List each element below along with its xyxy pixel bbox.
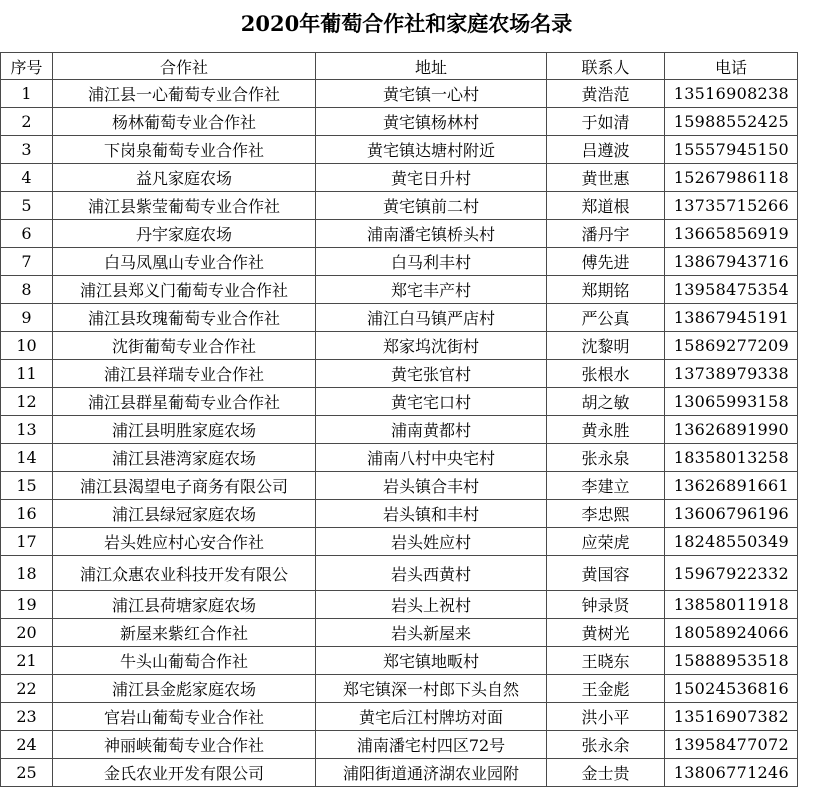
header-row bbox=[1, 53, 798, 80]
cooperative-name: 益凡家庭农场 bbox=[53, 164, 316, 192]
phone-number: 13958475354 bbox=[665, 276, 798, 304]
phone-number: 13626891990 bbox=[665, 416, 798, 444]
contact-person: 黄国容 bbox=[547, 556, 665, 591]
contact-person: 应荣虎 bbox=[547, 528, 665, 556]
address: 浦南八村中央宅村 bbox=[316, 444, 547, 472]
address: 岩头镇合丰村 bbox=[316, 472, 547, 500]
row-index: 21 bbox=[1, 647, 53, 675]
cooperative-name: 下岗泉葡萄专业合作社 bbox=[53, 136, 316, 164]
cooperative-name: 金氏农业开发有限公司 bbox=[53, 759, 316, 787]
row-index: 24 bbox=[1, 731, 53, 759]
contact-person: 王金彪 bbox=[547, 675, 665, 703]
row-index: 22 bbox=[1, 675, 53, 703]
address: 浦阳街道通济湖农业园附 bbox=[316, 759, 547, 787]
row-index: 4 bbox=[1, 164, 53, 192]
phone-number: 13516908238 bbox=[665, 80, 798, 108]
address: 浦南潘宅镇桥头村 bbox=[316, 220, 547, 248]
header-index: 序号 bbox=[1, 53, 53, 80]
phone-number: 13065993158 bbox=[665, 388, 798, 416]
row-index: 20 bbox=[1, 619, 53, 647]
phone-number: 15557945150 bbox=[665, 136, 798, 164]
phone-number: 15967922332 bbox=[665, 556, 798, 591]
contact-person: 洪小平 bbox=[547, 703, 665, 731]
cooperative-name: 杨林葡萄专业合作社 bbox=[53, 108, 316, 136]
row-index: 11 bbox=[1, 360, 53, 388]
cooperative-name: 浦江县港湾家庭农场 bbox=[53, 444, 316, 472]
table-row bbox=[1, 472, 798, 500]
table-row bbox=[1, 388, 798, 416]
row-index: 9 bbox=[1, 304, 53, 332]
phone-number: 13867943716 bbox=[665, 248, 798, 276]
table-row bbox=[1, 276, 798, 304]
row-index: 14 bbox=[1, 444, 53, 472]
cooperative-name: 浦江县荷塘家庭农场 bbox=[53, 591, 316, 619]
address: 郑宅丰产村 bbox=[316, 276, 547, 304]
table-row bbox=[1, 192, 798, 220]
directory-table bbox=[0, 52, 798, 787]
row-index: 8 bbox=[1, 276, 53, 304]
table-row bbox=[1, 164, 798, 192]
address: 黄宅镇一心村 bbox=[316, 80, 547, 108]
table-row bbox=[1, 108, 798, 136]
contact-person: 吕遵波 bbox=[547, 136, 665, 164]
row-index: 5 bbox=[1, 192, 53, 220]
cooperative-name: 神丽峡葡萄专业合作社 bbox=[53, 731, 316, 759]
row-index: 2 bbox=[1, 108, 53, 136]
cooperative-name: 浦江县玫瑰葡萄专业合作社 bbox=[53, 304, 316, 332]
contact-person: 傅先进 bbox=[547, 248, 665, 276]
table-row bbox=[1, 416, 798, 444]
cooperative-name: 浦江县祥瑞专业合作社 bbox=[53, 360, 316, 388]
table-row bbox=[1, 332, 798, 360]
address: 浦江白马镇严店村 bbox=[316, 304, 547, 332]
row-index: 23 bbox=[1, 703, 53, 731]
cooperative-name: 浦江县绿冠家庭农场 bbox=[53, 500, 316, 528]
table-row bbox=[1, 248, 798, 276]
address: 郑宅镇深一村郎下头自然 bbox=[316, 675, 547, 703]
address: 郑宅镇地畈村 bbox=[316, 647, 547, 675]
address: 岩头姓应村 bbox=[316, 528, 547, 556]
contact-person: 张永余 bbox=[547, 731, 665, 759]
table-row bbox=[1, 360, 798, 388]
row-index: 15 bbox=[1, 472, 53, 500]
address: 岩头新屋来 bbox=[316, 619, 547, 647]
phone-number: 13806771246 bbox=[665, 759, 798, 787]
header-phone: 电话 bbox=[665, 53, 798, 80]
contact-person: 严公真 bbox=[547, 304, 665, 332]
contact-person: 李忠熙 bbox=[547, 500, 665, 528]
phone-number: 13858011918 bbox=[665, 591, 798, 619]
phone-number: 15267986118 bbox=[665, 164, 798, 192]
cooperative-name: 沈街葡萄专业合作社 bbox=[53, 332, 316, 360]
table-row bbox=[1, 80, 798, 108]
contact-person: 郑道根 bbox=[547, 192, 665, 220]
table-row bbox=[1, 500, 798, 528]
table-row bbox=[1, 731, 798, 759]
phone-number: 15869277209 bbox=[665, 332, 798, 360]
contact-person: 黄浩范 bbox=[547, 80, 665, 108]
phone-number: 18358013258 bbox=[665, 444, 798, 472]
cooperative-name: 官岩山葡萄专业合作社 bbox=[53, 703, 316, 731]
phone-number: 13606796196 bbox=[665, 500, 798, 528]
header-cooperative: 合作社 bbox=[53, 53, 316, 80]
cooperative-name: 浦江县金彪家庭农场 bbox=[53, 675, 316, 703]
table-row bbox=[1, 304, 798, 332]
phone-number: 13738979338 bbox=[665, 360, 798, 388]
address: 岩头镇和丰村 bbox=[316, 500, 547, 528]
phone-number: 18058924066 bbox=[665, 619, 798, 647]
table-row bbox=[1, 619, 798, 647]
cooperative-name: 岩头姓应村心安合作社 bbox=[53, 528, 316, 556]
row-index: 25 bbox=[1, 759, 53, 787]
address: 浦南潘宅村四区72号 bbox=[316, 731, 547, 759]
cooperative-name: 浦江众惠农业科技开发有限公 bbox=[53, 556, 316, 591]
address: 黄宅宅口村 bbox=[316, 388, 547, 416]
contact-person: 钟录贤 bbox=[547, 591, 665, 619]
address: 白马利丰村 bbox=[316, 248, 547, 276]
address: 黄宅张官村 bbox=[316, 360, 547, 388]
contact-person: 李建立 bbox=[547, 472, 665, 500]
table-row bbox=[1, 528, 798, 556]
row-index: 17 bbox=[1, 528, 53, 556]
cooperative-name: 浦江县渴望电子商务有限公司 bbox=[53, 472, 316, 500]
address: 岩头西黄村 bbox=[316, 556, 547, 591]
cooperative-name: 浦江县明胜家庭农场 bbox=[53, 416, 316, 444]
contact-person: 潘丹宇 bbox=[547, 220, 665, 248]
contact-person: 胡之敏 bbox=[547, 388, 665, 416]
address: 黄宅镇前二村 bbox=[316, 192, 547, 220]
table-row bbox=[1, 220, 798, 248]
row-index: 1 bbox=[1, 80, 53, 108]
cooperative-name: 浦江县紫莹葡萄专业合作社 bbox=[53, 192, 316, 220]
address: 黄宅镇杨林村 bbox=[316, 108, 547, 136]
row-index: 6 bbox=[1, 220, 53, 248]
phone-number: 13516907382 bbox=[665, 703, 798, 731]
address: 黄宅后江村牌坊对面 bbox=[316, 703, 547, 731]
address: 浦南黄都村 bbox=[316, 416, 547, 444]
phone-number: 13867945191 bbox=[665, 304, 798, 332]
address: 黄宅日升村 bbox=[316, 164, 547, 192]
table-row bbox=[1, 556, 798, 591]
row-index: 18 bbox=[1, 556, 53, 591]
phone-number: 15988552425 bbox=[665, 108, 798, 136]
table-row bbox=[1, 444, 798, 472]
header-address: 地址 bbox=[316, 53, 547, 80]
contact-person: 黄永胜 bbox=[547, 416, 665, 444]
contact-person: 于如清 bbox=[547, 108, 665, 136]
contact-person: 郑期铭 bbox=[547, 276, 665, 304]
phone-number: 13735715266 bbox=[665, 192, 798, 220]
address: 岩头上祝村 bbox=[316, 591, 547, 619]
cooperative-name: 丹宇家庭农场 bbox=[53, 220, 316, 248]
row-index: 3 bbox=[1, 136, 53, 164]
row-index: 12 bbox=[1, 388, 53, 416]
phone-number: 13958477072 bbox=[665, 731, 798, 759]
table-row bbox=[1, 675, 798, 703]
page-title: 2020年葡萄合作社和家庭农场名录 bbox=[240, 11, 573, 36]
row-index: 7 bbox=[1, 248, 53, 276]
header-contact: 联系人 bbox=[547, 53, 665, 80]
contact-person: 王晓东 bbox=[547, 647, 665, 675]
address: 黄宅镇达塘村附近 bbox=[316, 136, 547, 164]
row-index: 19 bbox=[1, 591, 53, 619]
contact-person: 金士贵 bbox=[547, 759, 665, 787]
phone-number: 13626891661 bbox=[665, 472, 798, 500]
table-row bbox=[1, 647, 798, 675]
contact-person: 张根水 bbox=[547, 360, 665, 388]
contact-person: 张永泉 bbox=[547, 444, 665, 472]
table-row bbox=[1, 759, 798, 787]
cooperative-name: 牛头山葡萄合作社 bbox=[53, 647, 316, 675]
cooperative-name: 浦江县郑义门葡萄专业合作社 bbox=[53, 276, 316, 304]
cooperative-name: 白马凤凰山专业合作社 bbox=[53, 248, 316, 276]
address: 郑家坞沈街村 bbox=[316, 332, 547, 360]
contact-person: 黄树光 bbox=[547, 619, 665, 647]
cooperative-name: 浦江县群星葡萄专业合作社 bbox=[53, 388, 316, 416]
table-row bbox=[1, 703, 798, 731]
phone-number: 13665856919 bbox=[665, 220, 798, 248]
table-row bbox=[1, 591, 798, 619]
cooperative-name: 浦江县一心葡萄专业合作社 bbox=[53, 80, 316, 108]
contact-person: 黄世惠 bbox=[547, 164, 665, 192]
contact-person: 沈黎明 bbox=[547, 332, 665, 360]
phone-number: 15024536816 bbox=[665, 675, 798, 703]
phone-number: 15888953518 bbox=[665, 647, 798, 675]
row-index: 10 bbox=[1, 332, 53, 360]
row-index: 13 bbox=[1, 416, 53, 444]
cooperative-name: 新屋来紫红合作社 bbox=[53, 619, 316, 647]
phone-number: 18248550349 bbox=[665, 528, 798, 556]
table-row bbox=[1, 136, 798, 164]
row-index: 16 bbox=[1, 500, 53, 528]
